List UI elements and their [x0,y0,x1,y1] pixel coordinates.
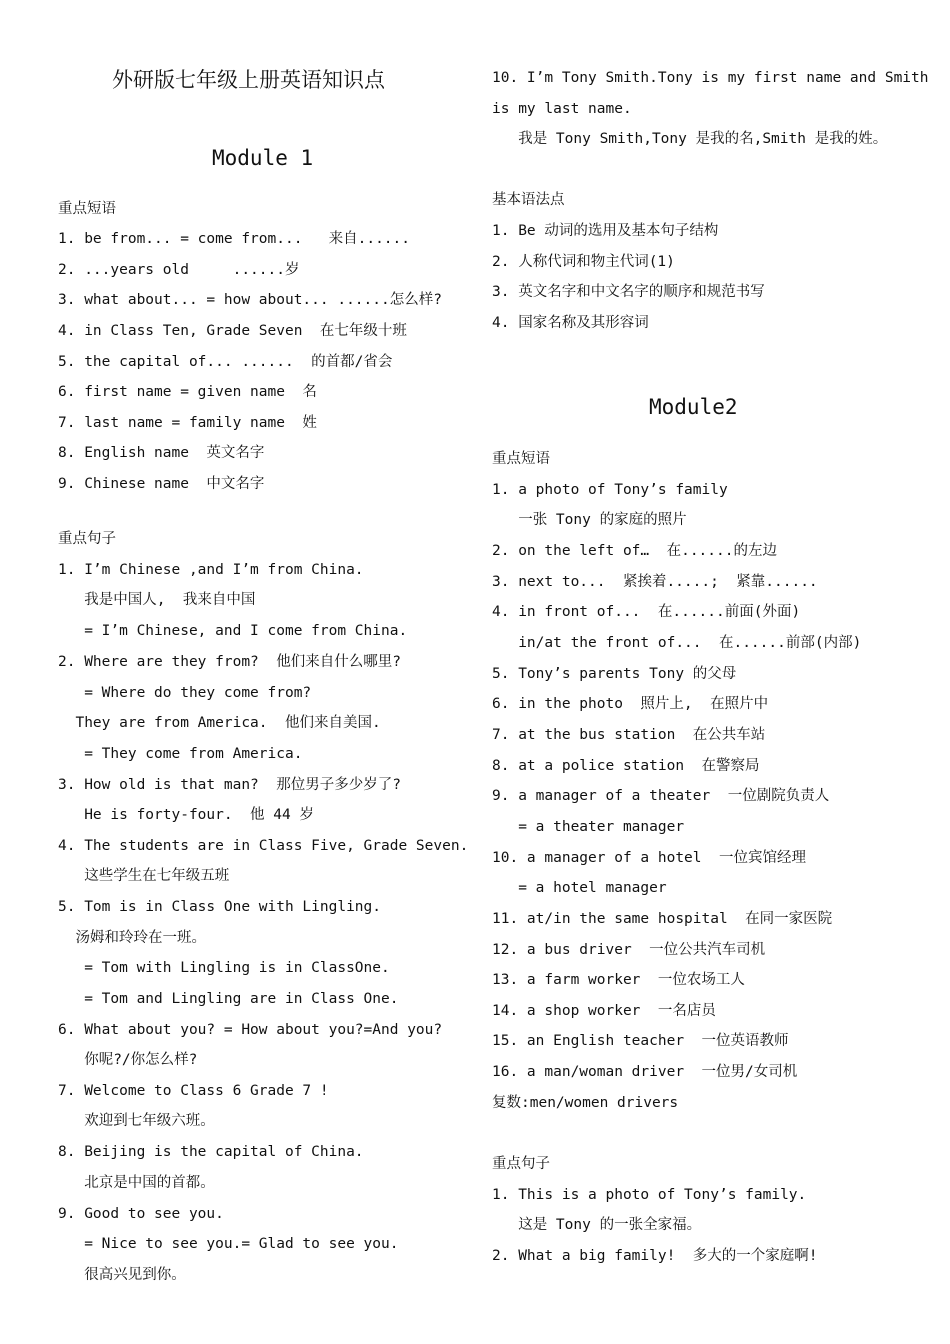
list-item: 5. Tom is in Class One with Lingling. [58,899,382,915]
list-item: is my last name. [492,101,632,117]
list-item: 6. in the photo 照片上, 在照片中 [492,696,769,712]
list-item: 2. ...years old ......岁 [58,262,300,278]
list-item: in/at the front of... 在......前部(内部) [492,635,862,651]
list-item: 这是 Tony 的一张全家福。 [492,1217,702,1233]
list-item: 2. Where are they from? 他们来自什么哪里? [58,654,401,670]
list-item: 4. 国家名称及其形容词 [492,315,649,331]
phrases-heading: 重点短语 [492,451,550,467]
list-item: 6. first name = given name 名 [58,384,317,400]
list-item: 1. Be 动词的选用及基本句子结构 [492,223,719,239]
list-item: 8. Beijing is the capital of China. [58,1144,364,1160]
list-item: 15. an English teacher 一位英语教师 [492,1033,789,1049]
module1-title: Module 1 [212,146,314,170]
list-item: = Tom and Lingling are in Class One. [58,991,399,1007]
list-item: 1. This is a photo of Tony’s family. [492,1187,807,1203]
list-item: 你呢?/你怎么样? [58,1052,198,1068]
list-item: 9. Good to see you. [58,1206,224,1222]
list-item: = a hotel manager [492,880,667,896]
list-item: 这些学生在七年级五班 [58,868,230,884]
list-item: 4. in front of... 在......前面(外面) [492,604,801,620]
list-item: 5. the capital of... ...... 的首都/省会 [58,354,393,370]
grammar-heading: 基本语法点 [492,192,565,208]
list-item: 我是 Tony Smith,Tony 是我的名,Smith 是我的姓。 [492,131,888,147]
list-item: 北京是中国的首都。 [58,1175,215,1191]
list-item: 2. on the left of… 在......的左边 [492,543,777,559]
list-item: 1. be from... = come from... 来自...... [58,231,411,247]
list-item: 欢迎到七年级六班。 [58,1113,215,1129]
sentences-heading: 重点句子 [58,531,116,547]
list-item: 7. at the bus station 在公共车站 [492,727,766,743]
list-item: 4. The students are in Class Five, Grade Seven. [58,838,469,854]
document-title: 外研版七年级上册英语知识点 [112,68,385,92]
list-item: 6. What about you? = How about you?=And you? [58,1022,443,1038]
list-item: = Tom with Lingling is in ClassOne. [58,960,390,976]
list-item: 一张 Tony 的家庭的照片 [492,512,687,528]
module2-title: Module2 [649,395,738,419]
list-item: 8. English name 英文名字 [58,445,265,461]
phrases-heading: 重点短语 [58,201,116,217]
list-item: 10. I’m Tony Smith.Tony is my first name and Smith [492,70,929,86]
list-item: = They come from America. [58,746,303,762]
sentences-heading: 重点句子 [492,1156,550,1172]
list-item: 5. Tony’s parents Tony 的父母 [492,666,737,682]
list-item: = Where do they come from? [58,685,312,701]
list-item: 16. a man/woman driver 一位男/女司机 [492,1064,798,1080]
list-item: 11. at/in the same hospital 在同一家医院 [492,911,833,927]
list-item: 9. a manager of a theater 一位剧院负责人 [492,788,830,804]
list-item: 1. I’m Chinese ,and I’m from China. [58,562,364,578]
list-item: 2. 人称代词和物主代词(1) [492,254,675,270]
list-item: He is forty-four. 他 44 岁 [58,807,314,823]
list-item: 3. 英文名字和中文名字的顺序和规范书写 [492,284,765,300]
list-item: 4. in Class Ten, Grade Seven 在七年级十班 [58,323,407,339]
list-item: 很高兴见到你。 [58,1267,186,1283]
list-item: 我是中国人, 我来自中国 [58,592,256,608]
list-item: 7. last name = family name 姓 [58,415,317,431]
list-item: 8. at a police station 在警察局 [492,758,760,774]
list-item: 3. next to... 紧挨着.....; 紧靠...... [492,574,818,590]
list-item: 14. a shop worker 一名店员 [492,1003,716,1019]
list-item: 13. a farm worker 一位农场工人 [492,972,745,988]
list-item: 7. Welcome to Class 6 Grade 7 ! [58,1083,329,1099]
list-item: 3. what about... = how about... ......怎么样? [58,292,442,308]
list-item: They are from America. 他们来自美国. [58,715,381,731]
list-item: = a theater manager [492,819,685,835]
list-item: 复数:men/women drivers [492,1095,679,1111]
list-item: 2. What a big family! 多大的一个家庭啊! [492,1248,818,1264]
list-item: = I’m Chinese, and I come from China. [58,623,408,639]
list-item: 汤姆和玲玲在一班。 [58,930,206,946]
list-item: 10. a manager of a hotel 一位宾馆经理 [492,850,806,866]
list-item: 1. a photo of Tony’s family [492,482,728,498]
list-item: 3. How old is that man? 那位男子多少岁了? [58,777,401,793]
list-item: = Nice to see you.= Glad to see you. [58,1236,399,1252]
list-item: 12. a bus driver 一位公共汽车司机 [492,942,766,958]
list-item: 9. Chinese name 中文名字 [58,476,265,492]
